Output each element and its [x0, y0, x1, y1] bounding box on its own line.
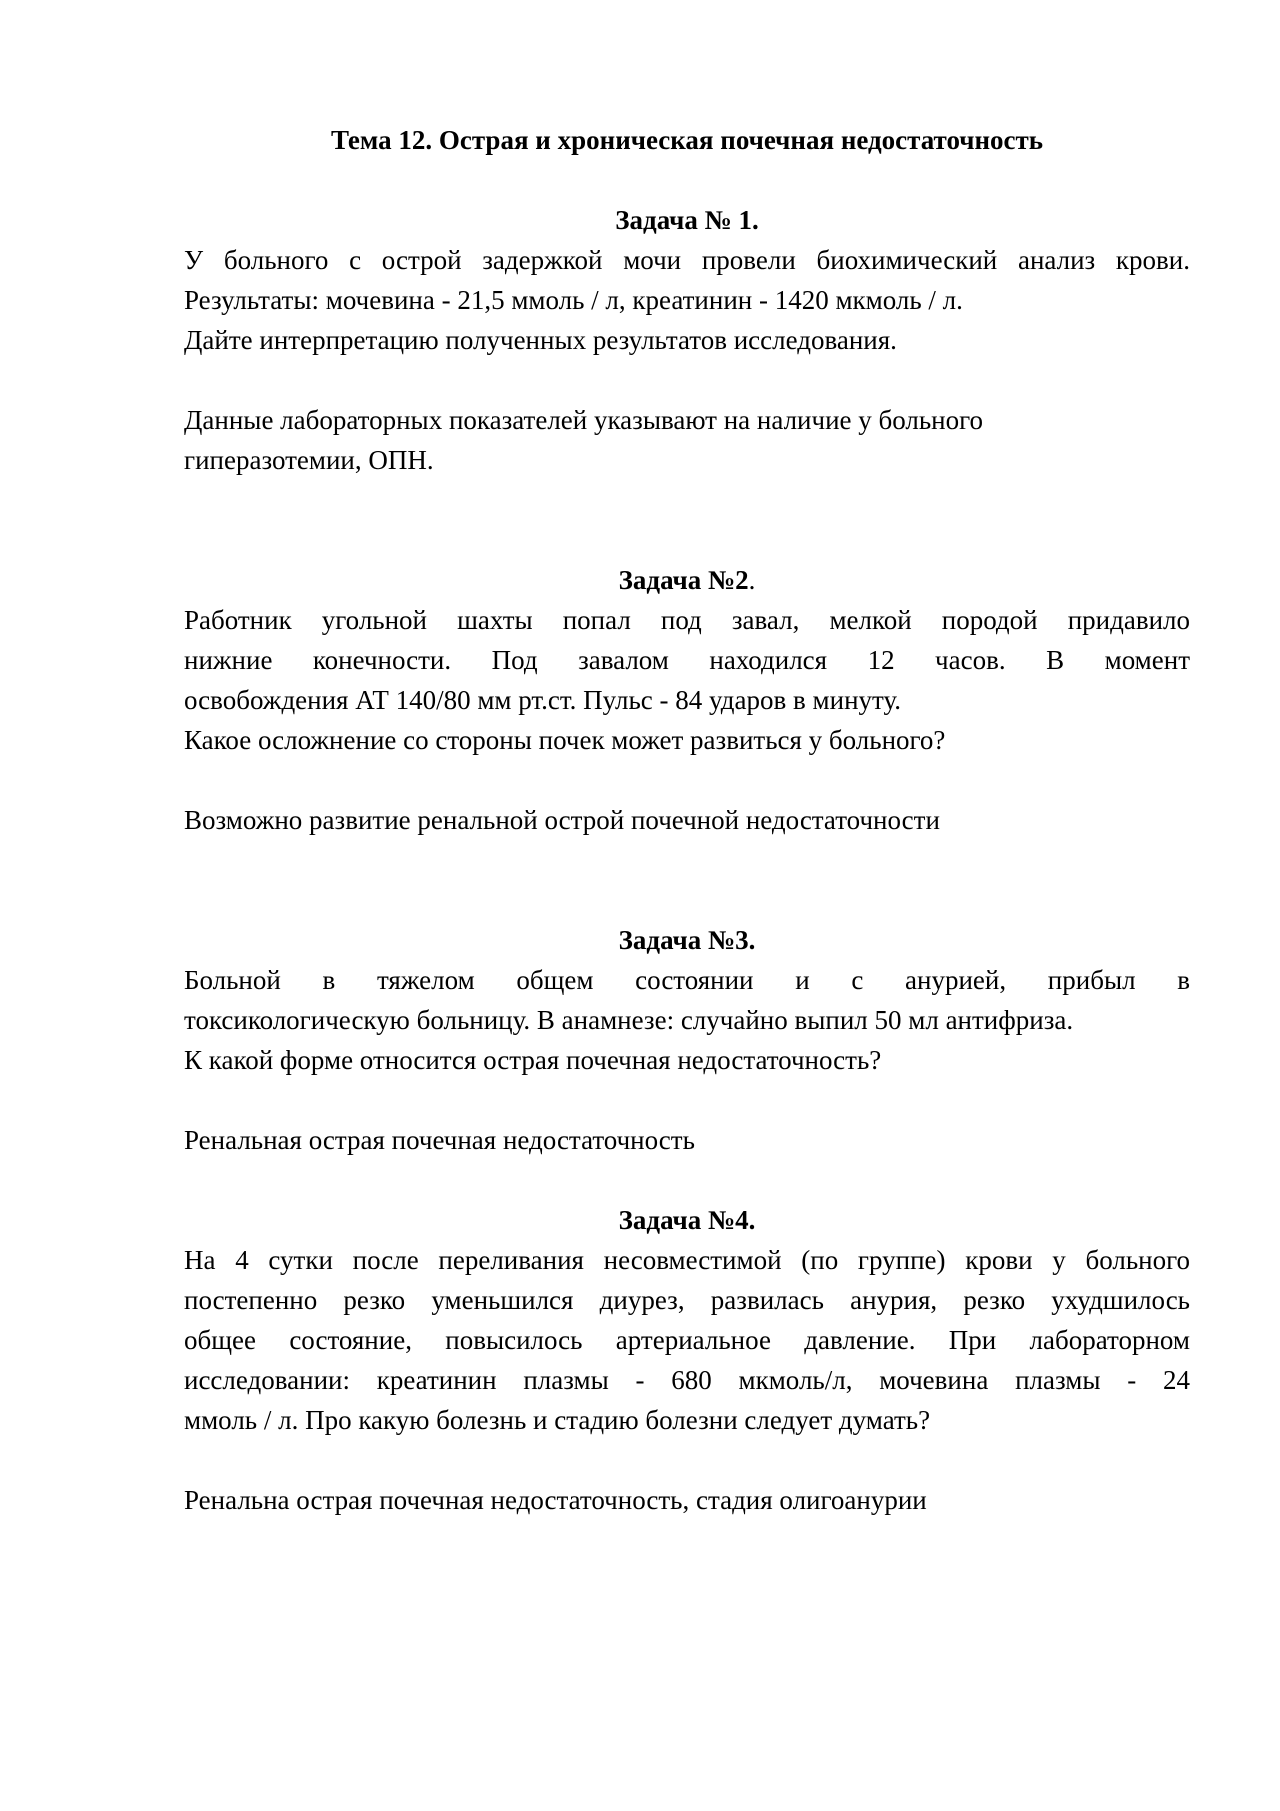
spacer [184, 480, 1190, 560]
task-4-answer [184, 1480, 1190, 1520]
task-2-heading-text: Задача №2 [618, 565, 749, 595]
task-2-heading [184, 560, 1190, 600]
task-1-answer [184, 400, 1190, 480]
document-page [184, 120, 1190, 1520]
spacer [184, 840, 1190, 920]
task-3-question-line: токсикологическую больницу. В анамнезе: случайно выпил 50 мл антифриза. [184, 1005, 1074, 1035]
task-2-question-line: нижние конечности. Под завалом находился 12 часов. В момент [184, 645, 1190, 675]
spacer [184, 1080, 1190, 1120]
task-3-heading: Задача №3. [618, 925, 756, 955]
task-3-question-line: Больной в тяжелом общем состоянии и с анурией, прибыл в [184, 965, 1190, 995]
task-1-answer-line: Данные лабораторных показателей указывают на наличие у больного [184, 405, 984, 435]
task-4-question [184, 1240, 1190, 1440]
task-1-question-line: Результаты: мочевина - 21,5 ммоль / л, креатинин - 1420 мкмоль / л. [184, 285, 963, 315]
task-3-question-line: К какой форме относится острая почечная недостаточность? [184, 1045, 882, 1075]
task-2-question-line: освобождения АТ 140/80 мм рт.ст. Пульс - 84 ударов в минуту. [184, 685, 902, 715]
task-1 [184, 200, 1190, 480]
task-2-answer-line: Возможно развитие ренальной острой почечной недостаточности [184, 805, 940, 835]
task-4-question-line: ммоль / л. Про какую болезнь и стадию болезни следует думать? [184, 1405, 931, 1435]
task-4-heading: Задача №4. [618, 1205, 756, 1235]
spacer [184, 760, 1190, 800]
task-4-question-line: На 4 сутки после переливания несовместимой (по группе) крови у больного [184, 1245, 1190, 1275]
spacer [184, 1440, 1190, 1480]
task-1-question [184, 240, 1190, 360]
task-3-answer-line: Ренальная острая почечная недостаточность [184, 1125, 695, 1155]
task-1-heading: Задача № 1. [615, 205, 759, 235]
task-3-question [184, 960, 1190, 1080]
task-4-question-line: исследовании: креатинин плазмы - 680 мкмоль/л, мочевина плазмы - 24 [184, 1365, 1190, 1395]
task-2-question-line: Какое осложнение со стороны почек может развиться у больного? [184, 725, 946, 755]
task-3 [184, 920, 1190, 1160]
spacer [184, 160, 1190, 200]
task-1-answer-line: гиперазотемии, ОПН. [184, 445, 434, 475]
task-2-question-line: Работник угольной шахты попал под завал, мелкой породой придавило [184, 605, 1190, 635]
page-title: Тема 12. Острая и хроническая почечная недостаточность [330, 125, 1044, 155]
spacer [184, 1160, 1190, 1200]
task-1-question-line: Дайте интерпретацию полученных результатов исследования. [184, 325, 897, 355]
task-1-question-line: У больного с острой задержкой мочи провели биохимический анализ крови. [184, 245, 1190, 275]
task-2-heading-suffix: . [748, 565, 756, 595]
task-4-question-line: постепенно резко уменьшился диурез, развилась анурия, резко ухудшилось [184, 1285, 1190, 1315]
task-2-question [184, 600, 1190, 760]
task-4-question-line: общее состояние, повысилось артериальное давление. При лабораторном [184, 1325, 1190, 1355]
task-3-answer [184, 1120, 1190, 1160]
task-2 [184, 560, 1190, 840]
task-2-answer [184, 800, 1190, 840]
task-4-answer-line: Ренальна острая почечная недостаточность, стадия олигоанурии [184, 1485, 927, 1515]
spacer [184, 360, 1190, 400]
task-4 [184, 1200, 1190, 1520]
